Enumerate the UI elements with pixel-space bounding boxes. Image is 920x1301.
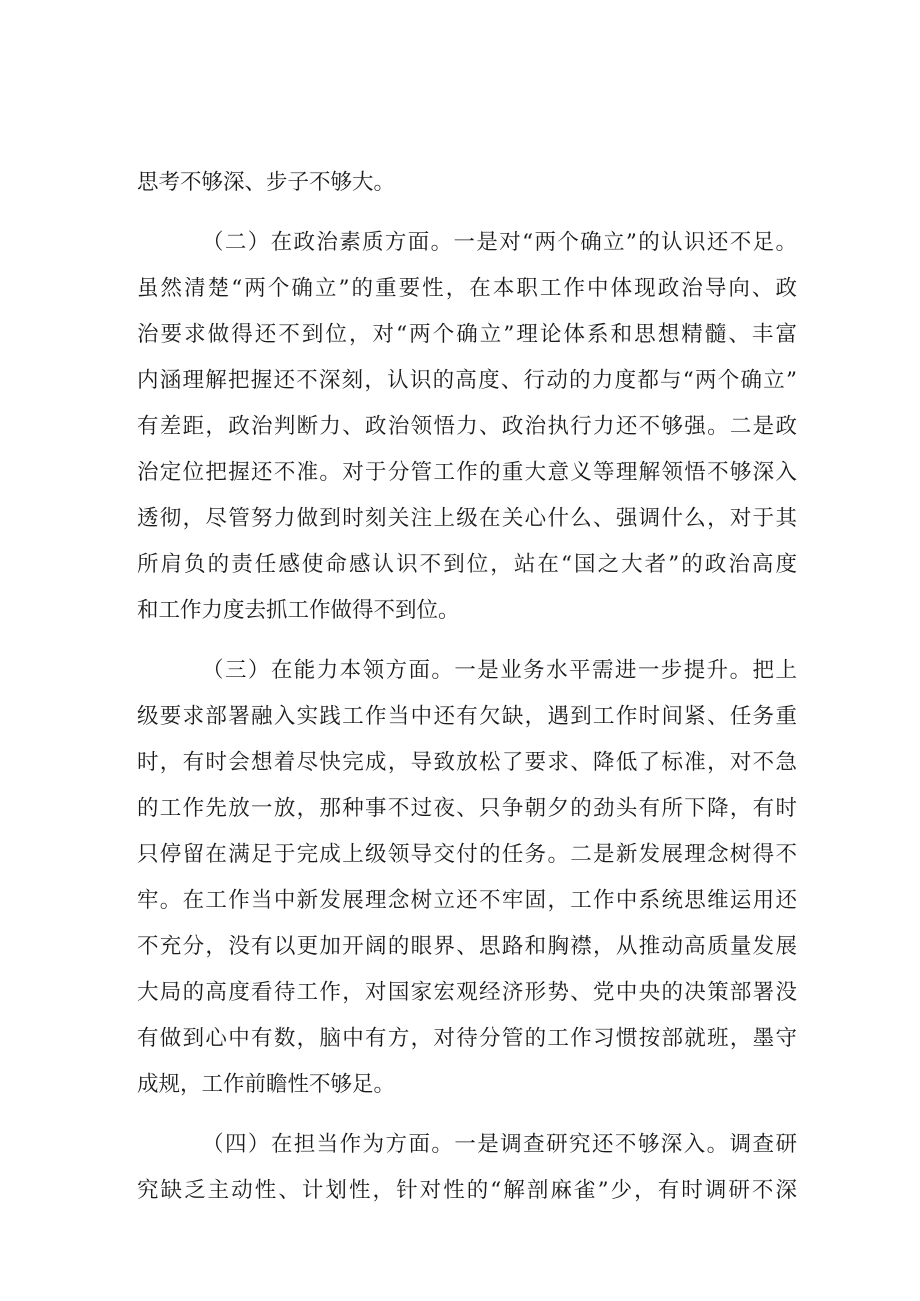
paragraph xyxy=(137,160,797,206)
text-line: 级要求部署融入实践工作当中还有欠缺，遇到工作时间紧、任务重 xyxy=(137,704,797,729)
text-line: 治要求做得还不到位，对“两个确立”理论体系和思想精髓、丰富 xyxy=(137,322,797,347)
text-line: 只停留在满足于完成上级领导交付的任务。二是新发展理念树得不 xyxy=(137,842,797,867)
text-line: 牢。在工作当中新发展理念树立还不牢固，工作中系统思维运用还 xyxy=(137,888,797,913)
text-line: 思考不够深、步子不够大。 xyxy=(137,170,396,195)
document-body xyxy=(137,160,797,1214)
text-line: 透彻，尽管努力做到时刻关注上级在关心什么、强调什么，对于其 xyxy=(137,506,797,531)
text-line: （三）在能力本领方面。一是业务水平需进一步提升。把上 xyxy=(202,658,797,683)
text-line: 有做到心中有数，脑中有方，对待分管的工作习惯按部就班，墨守 xyxy=(137,1026,797,1051)
text-line: 时，有时会想着尽快完成，导致放松了要求、降低了标准，对不急 xyxy=(137,750,797,775)
text-line: 所肩负的责任感使命感认识不到位，站在“国之大者”的政治高度 xyxy=(137,552,797,577)
text-line: 成规，工作前瞻性不够足。 xyxy=(137,1072,396,1097)
text-line: 大局的高度看待工作，对国家宏观经济形势、党中央的决策部署没 xyxy=(137,980,797,1005)
paragraph xyxy=(137,1122,797,1214)
text-line: 内涵理解把握还不深刻，认识的高度、行动的力度都与“两个确立” xyxy=(137,368,797,393)
paragraph-gap xyxy=(137,1108,797,1122)
text-line: 和工作力度去抓工作做得不到位。 xyxy=(137,598,460,623)
text-line: 的工作先放一放，那种事不过夜、只争朝夕的劲头有所下降，有时 xyxy=(137,796,797,821)
paragraph xyxy=(137,648,797,1108)
paragraph-gap xyxy=(137,634,797,648)
text-line: 有差距，政治判断力、政治领悟力、政治执行力还不够强。二是政 xyxy=(137,414,797,439)
text-line: 究缺乏主动性、计划性，针对性的“解剖麻雀”少，有时调研不深 xyxy=(137,1178,797,1203)
text-line: （四）在担当作为方面。一是调查研究还不够深入。调查研 xyxy=(202,1132,797,1157)
text-line: 不充分，没有以更加开阔的眼界、思路和胸襟，从推动高质量发展 xyxy=(137,934,797,959)
text-line: 治定位把握还不准。对于分管工作的重大意义等理解领悟不够深入 xyxy=(137,460,797,485)
paragraph-gap xyxy=(137,206,797,220)
text-line: （二）在政治素质方面。一是对“两个确立”的认识还不足。 xyxy=(202,230,797,255)
text-line: 虽然清楚“两个确立”的重要性，在本职工作中体现政治导向、政 xyxy=(137,276,797,301)
paragraph xyxy=(137,220,797,634)
